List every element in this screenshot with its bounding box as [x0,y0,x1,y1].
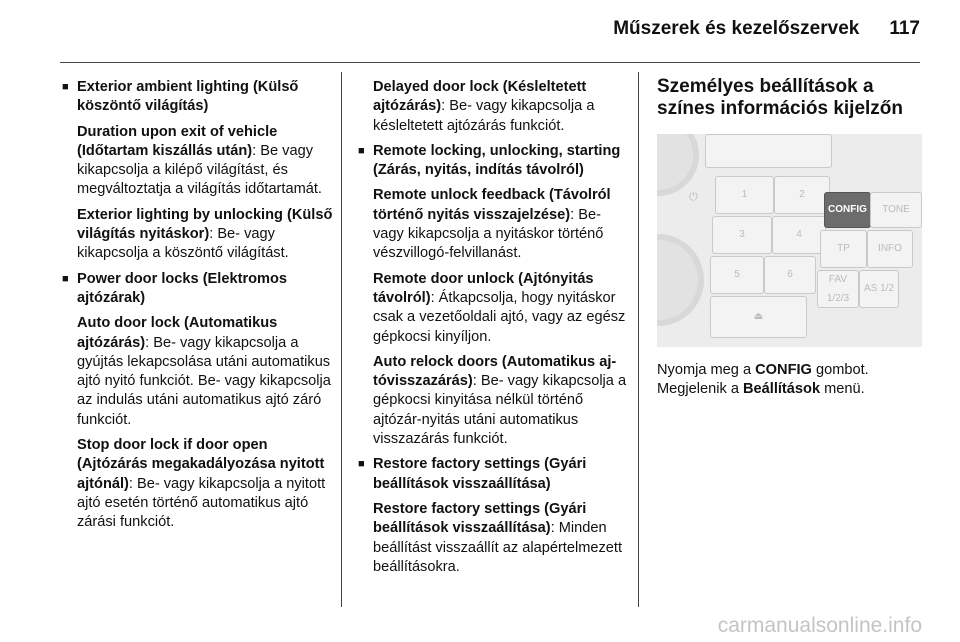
eject-button: ⏏ [710,296,807,338]
item-heading: Remote locking, unlocking, starting (Zárás, nyitás, indítás távolról) [373,142,621,179]
text: menü. [820,381,865,398]
paragraph-text: : Be- vagy kikapcsolja a gépkocsi kinyitása nélkül történő ajtózár-nyitás utáni automatikus visszazárás funkciót. [373,373,627,448]
paragraph [373,353,633,449]
paragraph [373,186,633,263]
paragraph-bold: Delayed door lock (Késleltetett ajtózárás) [373,79,587,115]
bullet-icon: ■ [358,458,365,471]
paragraph [373,500,633,577]
text: Megjelenik a [657,381,743,398]
paragraph-text: : Be- vagy kikapcsolja a nyitott ajtó esetén történő automatikus ajtó zárási funkciót. [77,475,326,531]
knob-bottom [657,234,704,326]
paragraph-bold: Remote unlock feedback (Távolról történő nyitás visszajelzése) [373,187,611,223]
as-button: AS 1/2 [859,270,899,308]
paragraph [358,78,633,136]
bullet-icon: ■ [62,81,69,93]
paragraph [373,270,633,347]
item-heading: Exterior ambient lighting (Külső köszöntő világítás) [77,79,299,115]
paragraph-text: : Be vagy kikapcsolja a kilépő világítást, és megváltoztatja a világítás időtartamát. [77,142,322,198]
paragraph-text: : Átkapcsolja, hogy nyitáskor csak a vezetőoldali ajtó, vagy az egész gépkocsi kinyíljon. [373,289,626,345]
tp-button: TP [820,230,867,268]
paragraph [657,361,922,400]
paragraph [77,206,342,264]
text: gombot. [811,362,869,378]
watermark: carmanualsonline.info [717,614,922,637]
bullet-item [62,78,342,264]
header-rule [60,62,920,63]
radio-control-panel-image [657,134,922,347]
section-title: Műszerek és kezelőszervek [613,18,860,39]
config-button: CONFIG [824,192,871,228]
preset-button-1: 1 [715,176,774,214]
settings-term: Beállítások [743,381,821,398]
paragraph-bold: Remote door unlock (Ajtónyitás távolról) [373,270,594,306]
display-bezel [705,134,832,168]
preset-button-6: 6 [764,256,816,294]
preset-button-5: 5 [710,256,764,294]
paragraph-text: : Be- vagy kikapcsolja a nyitáskor történő vészvillogó-felvillanást. [373,206,604,262]
paragraph-bold: Duration upon exit of vehicle (Időtartam kiszállás után) [77,123,278,159]
paragraph-bold: Auto relock doors (Automatikus ajtóvisszazárás) [373,353,617,390]
paragraph-text: : Minden beállítást visszaállít az alapértelmezett beállításokra. [373,520,623,575]
paragraph-text: : Be- vagy kikapcsolja a gyújtás lekapcsolása utáni automatikus ajtó nyitó funkciót. Be- vagy kikapcsolja az indulás utáni automatikus ajtó záró funkciót. [77,334,331,428]
page-header [613,18,920,40]
bullet-icon: ■ [358,144,365,157]
page-number: 117 [889,18,920,39]
paragraph-bold: Auto door lock (Automatikus ajtózárás) [77,315,278,351]
bullet-item [62,270,342,533]
paragraph-text: : Be- vagy kikapcsolja a késleltetett ajtózárás funkciót. [373,98,595,134]
power-icon: ⏻ [689,191,698,203]
bullet-icon: ■ [62,272,69,285]
bullet-item [358,455,633,577]
fav-button: FAV 1/2/3 [817,270,859,308]
config-term: CONFIG [755,362,812,378]
column-2 [358,78,633,583]
paragraph-text: : Be- vagy kikapcsolja a köszöntő világítást. [77,226,289,262]
bullet-item [358,142,633,449]
column-1 [62,78,342,539]
section-heading: Személyes beállítások a színes információs kijelzőn [657,76,904,119]
paragraph-bold: Restore factory settings (Gyári beállítások visszaállítása) [373,500,587,537]
preset-button-4: 4 [772,216,826,254]
preset-button-2: 2 [774,176,830,214]
paragraph [77,314,342,430]
paragraph [77,123,342,200]
knob-top [657,134,699,196]
paragraph-bold: Stop door lock if door open (Ajtózárás megakadályozása nyitott ajtónál) [77,437,325,492]
item-heading: Restore factory settings (Gyári beállítások visszaállítása) [373,456,587,492]
paragraph [77,436,342,532]
tone-button: TONE [870,192,922,228]
preset-button-3: 3 [712,216,772,254]
item-heading: Power door locks (Elektromos ajtózárak) [77,270,288,306]
text: Nyomja meg a [657,362,756,378]
info-button: INFO [867,230,913,268]
column-divider [638,72,639,607]
paragraph-bold: Exterior lighting by unlocking (Külső világítás nyitáskor) [77,206,333,243]
column-3 [657,76,922,406]
